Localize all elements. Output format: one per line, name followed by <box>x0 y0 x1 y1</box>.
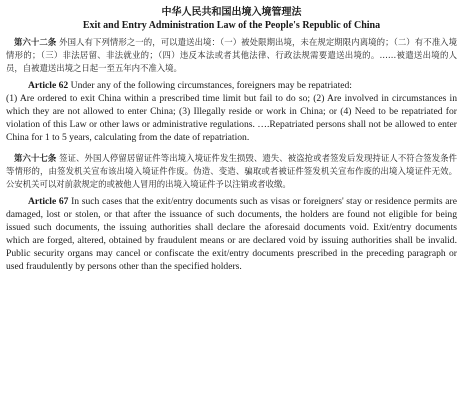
article-62-english-label: Article 62 <box>28 80 69 91</box>
article-62-english-intro <box>6 79 457 92</box>
article-62-section <box>6 36 457 144</box>
article-62-chinese <box>6 36 457 75</box>
article-62-english-text-1: Under any of the following circumstances, foreigners may be repatriated: <box>70 80 352 91</box>
article-67-english <box>6 195 457 273</box>
law-title-english: Exit and Entry Administration Law of the People's Republic of China <box>82 20 381 31</box>
article-67-section <box>6 152 457 273</box>
article-62-chinese-label: 第六十二条 <box>14 37 57 47</box>
article-62-english-body: (1) Are ordered to exit China within a prescribed time limit but fail to do so; (2) Are involved in circumstances in which they are not allowed to enter China; (3) Illegally reside or work in China; or (4) Need to be repatriated for violation of this Law or other laws or administrative regulations. ….Repatriated persons shall not be allowed to enter China for 1 to 5 years, calculating from the date of repatriation. <box>6 93 457 143</box>
article-67-chinese-label: 第六十七条 <box>14 153 57 163</box>
article-67-chinese-text: 签证、外国人停留居留证件等出境入境证件发生损毁、遗失、被盗抢或者签发后发现持证人不符合签发条件等情形的，由签发机关宣布该出境入境证件作废。伪造、变造、骗取或者被证件签发机关宣布作废的出境入境证件无效。公安机关可以对前款规定的或被他人冒用的出境入境证件予以注销或者收缴。 <box>6 153 458 189</box>
article-67-english-label: Article 67 <box>28 196 69 207</box>
law-title-chinese: 中华人民共和国出境入境管理法 <box>161 7 302 18</box>
article-62-chinese-text: 外国人有下列情形之一的，可以遣送出境：（一）被处限期出境，未在规定期限内离境的；（二）有不准入境情形的；（三）非法居留、非法就业的；（四）违反本法或者其他法律、行政法规需要遣送出境的。……被遣送出境的人员，自被遣送出境之日起一至五年内不准入境。 <box>6 37 458 73</box>
article-67-chinese <box>6 152 457 191</box>
article-67-english-text: In such cases that the exit/entry documents such as visas or foreigners' stay or residence permits are damaged, lost or stolen, or that after the issuance of such documents, the holders are found not eligible for being issued such documents, the issuing authorities shall declare the aforesaid documents void. Exit/entry documents which are forged, altered, obtained by fraudulent means or are declared void by issuing authorities shall be invalid. Public security organs may cancel or confiscate the exit/entry documents prescribed in the preceding paragraph or used fraudulently by persons other than the specified holders. <box>6 196 457 272</box>
